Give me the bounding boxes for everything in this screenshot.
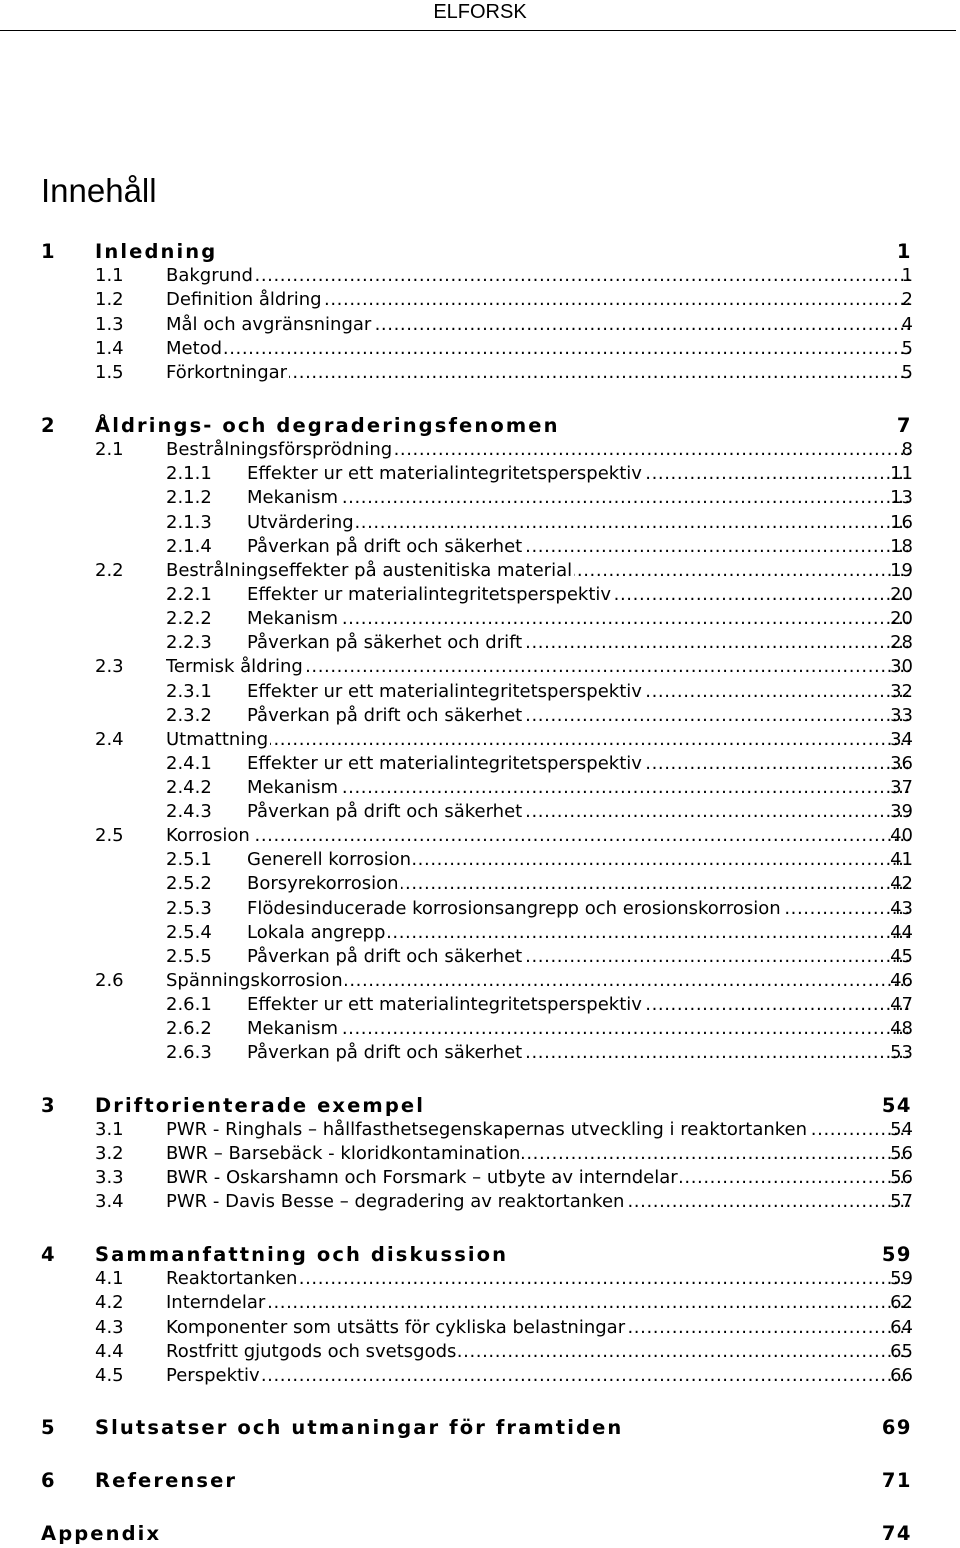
toc-entry-title: Mekanism: [247, 608, 339, 629]
toc-entry-number: 2.6.2: [166, 1018, 212, 1039]
toc-entry-page: 19: [890, 560, 913, 581]
toc-entry-title: Inledning: [95, 240, 218, 263]
toc-entry-title: Interndelar: [166, 1292, 266, 1313]
toc-entry[interactable]: [0, 1243, 960, 1267]
toc-entry[interactable]: [0, 872, 960, 896]
toc-entry-number: 2.4.1: [166, 753, 212, 774]
toc-entry-title: Generell korrosion: [247, 849, 412, 870]
toc-entry[interactable]: [0, 1142, 960, 1166]
toc-entry-leader: [166, 337, 910, 361]
toc-entry-title: Effekter ur materialintegritetsperspektiv: [247, 584, 612, 605]
toc-entry-title: PWR - Davis Besse – degradering av reaktortanken: [166, 1191, 625, 1212]
toc-entry[interactable]: [0, 631, 960, 655]
toc-entry-title: Perspektiv: [166, 1365, 260, 1386]
toc-entry-number: 2: [41, 414, 57, 437]
toc-entry-title: Effekter ur ett materialintegritetsperspektiv: [247, 463, 642, 484]
toc-entry-leader: [95, 1243, 910, 1268]
toc-entry-leader: [166, 313, 910, 337]
toc-entry-number: 2.5.5: [166, 946, 212, 967]
toc-entry[interactable]: [0, 655, 960, 679]
toc-entry-title: Påverkan på drift och säkerhet: [247, 1042, 523, 1063]
toc-entry-page: 37: [890, 777, 913, 798]
toc-entry-leader: [166, 1267, 910, 1291]
toc-entry-leader: [95, 1094, 910, 1119]
toc-entry-leader: [247, 1017, 910, 1041]
toc-entry-page: 20: [890, 608, 913, 629]
toc-entry-title: Bakgrund: [166, 265, 253, 286]
toc-entry-leader: [166, 824, 910, 848]
toc-entry-page: 40: [890, 825, 913, 846]
toc-entry-page: 5: [901, 362, 913, 383]
toc-entry-title: Reaktortanken: [166, 1268, 298, 1289]
toc-entry-leader: [95, 414, 910, 439]
toc-entry-leader: [247, 993, 910, 1017]
toc-entry-page: 71: [881, 1469, 912, 1492]
toc-entry-title: Spänningskorrosion: [166, 970, 343, 991]
toc-entry-leader: [247, 800, 910, 824]
toc-entry[interactable]: [0, 559, 960, 583]
toc-entry-number: 2.4.2: [166, 777, 212, 798]
toc-entry-number: 2.5.4: [166, 922, 212, 943]
toc-entry-page: 18: [890, 536, 913, 557]
toc-entry[interactable]: [0, 240, 960, 264]
toc-entry-title: Termisk åldring: [166, 656, 303, 677]
toc-entry-number: 4.3: [95, 1317, 124, 1338]
toc-entry[interactable]: [0, 1291, 960, 1315]
toc-entry-title: PWR - Ringhals – hållfasthetsegenskapernas utveckling i reaktortanken: [166, 1119, 808, 1140]
toc-entry-page: 53: [890, 1042, 913, 1063]
toc-entry-title: Komponenter som utsätts för cykliska belastningar: [166, 1317, 626, 1338]
toc-entry-number: 6: [41, 1469, 57, 1492]
toc-entry-number: 2.1: [95, 439, 124, 460]
toc-entry-leader: [247, 680, 910, 704]
toc-entry-number: 2.5: [95, 825, 124, 846]
toc-entry-leader: [166, 655, 910, 679]
toc-entry[interactable]: [0, 897, 960, 921]
toc-entry-page: 30: [890, 656, 913, 677]
toc-entry-leader: [95, 240, 910, 265]
toc-entry-title: BWR - Oskarshamn och Forsmark – utbyte av interndelar: [166, 1167, 678, 1188]
toc-entry-leader: [166, 1364, 910, 1388]
toc-entry-number: 1.5: [95, 362, 124, 383]
toc-entry-leader: [247, 848, 910, 872]
toc-entry-leader: [247, 1041, 910, 1065]
toc-entry[interactable]: [0, 921, 960, 945]
toc-entry-leader: [166, 438, 910, 462]
toc-entry-title: Mekanism: [247, 777, 339, 798]
toc-entry[interactable]: [0, 993, 960, 1017]
toc-entry-number: 3.1: [95, 1119, 124, 1140]
toc-entry-number: 2.6: [95, 970, 124, 991]
toc-entry-leader: [247, 872, 910, 896]
toc-entry[interactable]: [0, 288, 960, 312]
toc-entry-page: 65: [890, 1341, 913, 1362]
toc-entry-leader: [166, 728, 910, 752]
toc-entry-title: Lokala angrepp: [247, 922, 386, 943]
toc-entry-title: Mekanism: [247, 1018, 339, 1039]
toc-entry-number: 2.2.2: [166, 608, 212, 629]
toc-entry-title: Påverkan på säkerhet och drift: [247, 632, 523, 653]
toc-entry[interactable]: [0, 1340, 960, 1364]
toc-entry-number: 2.4.3: [166, 801, 212, 822]
toc-entry-leader: [166, 1142, 910, 1166]
toc-entry-title: Bestrålningsförsprödning: [166, 439, 393, 460]
toc-entry-title: Driftorienterade exempel: [95, 1094, 426, 1117]
toc-entry-leader: [166, 288, 910, 312]
toc-entry[interactable]: [0, 752, 960, 776]
toc-entry-title: Definition åldring: [166, 289, 322, 310]
toc-entry-number: 4.1: [95, 1268, 124, 1289]
toc-entry-number: 4: [41, 1243, 57, 1266]
toc-entry-page: 20: [890, 584, 913, 605]
header-rule: [0, 30, 956, 31]
toc-entry-number: 1.4: [95, 338, 124, 359]
toc-entry-page: 13: [890, 487, 913, 508]
toc-entry-title: BWR – Barsebäck - kloridkontamination: [166, 1143, 521, 1164]
toc-entry-number: 2.1.2: [166, 487, 212, 508]
toc-entry-page: 16: [890, 512, 913, 533]
toc-entry-page: 28: [890, 632, 913, 653]
toc-entry-leader: [247, 921, 910, 945]
toc-entry-page: 43: [890, 898, 913, 919]
toc-entry-page: 56: [890, 1143, 913, 1164]
toc-entry-leader: [166, 559, 910, 583]
toc-entry-page: 64: [890, 1317, 913, 1338]
toc-entry-number: 2.2.3: [166, 632, 212, 653]
toc-entry-page: 48: [890, 1018, 913, 1039]
toc-entry-title: Mekanism: [247, 487, 339, 508]
toc-entry[interactable]: [0, 945, 960, 969]
toc-entry-number: 2.3.2: [166, 705, 212, 726]
toc-entry[interactable]: [0, 1166, 960, 1190]
toc-entry-page: 7: [896, 414, 912, 437]
toc-entry-leader: [247, 607, 910, 631]
toc-entry-page: 44: [890, 922, 913, 943]
toc-entry-number: 2.4: [95, 729, 124, 750]
toc-entry[interactable]: [0, 1118, 960, 1142]
toc-entry-leader: [247, 511, 910, 535]
toc-entry-leader: [41, 1522, 910, 1547]
toc-entry-title: Sammanfattning och diskussion: [95, 1243, 509, 1266]
toc-entry-page: 59: [881, 1243, 912, 1266]
toc-entry-number: 2.2.1: [166, 584, 212, 605]
toc-entry[interactable]: [0, 1094, 960, 1118]
toc-entry-page: 54: [890, 1119, 913, 1140]
toc-entry-page: 1: [901, 265, 913, 286]
toc-entry-number: 2.3.1: [166, 681, 212, 702]
toc-entry-number: 2.5.2: [166, 873, 212, 894]
toc-entry-page: 66: [890, 1365, 913, 1386]
toc-entry-title: Åldrings- och degraderingsfenomen: [95, 414, 560, 437]
toc-entry-leader: [166, 1316, 910, 1340]
toc-entry-page: 33: [890, 705, 913, 726]
toc-entry[interactable]: [0, 824, 960, 848]
toc-entry-leader: [95, 1416, 910, 1441]
toc-entry-page: 69: [881, 1416, 912, 1439]
toc-entry-page: 5: [901, 338, 913, 359]
toc-entry[interactable]: [0, 1041, 960, 1065]
toc-entry-number: 1: [41, 240, 57, 263]
toc-entry-number: 4.4: [95, 1341, 124, 1362]
toc-entry[interactable]: [0, 583, 960, 607]
toc-entry[interactable]: [0, 1017, 960, 1041]
toc-entry-page: 57: [890, 1191, 913, 1212]
toc-entry[interactable]: [0, 462, 960, 486]
toc-entry-number: 5: [41, 1416, 57, 1439]
toc-entry-title: Effekter ur ett materialintegritetsperspektiv: [247, 681, 642, 702]
toc-entry-number: 4.5: [95, 1365, 124, 1386]
toc-entry-leader: [166, 361, 910, 385]
toc-entry-title: Bestrålningseffekter på austenitiska material: [166, 560, 573, 581]
toc-entry[interactable]: [0, 704, 960, 728]
toc-entry-number: 3.4: [95, 1191, 124, 1212]
toc-entry-number: 3: [41, 1094, 57, 1117]
toc-entry-leader: [247, 776, 910, 800]
toc-entry[interactable]: [0, 969, 960, 993]
toc-entry-leader: [247, 535, 910, 559]
toc-entry[interactable]: [0, 264, 960, 288]
toc-entry-page: 62: [890, 1292, 913, 1313]
toc-entry-title: Utmattning: [166, 729, 269, 750]
toc-entry-number: 2.5.3: [166, 898, 212, 919]
toc-entry[interactable]: [0, 848, 960, 872]
toc-entry-leader: [247, 631, 910, 655]
toc-entry-title: Påverkan på drift och säkerhet: [247, 801, 523, 822]
toc-entry-page: 34: [890, 729, 913, 750]
toc-entry-leader: [166, 264, 910, 288]
toc-entry-number: 1.3: [95, 314, 124, 335]
toc-entry-page: 54: [881, 1094, 912, 1117]
toc-entry-number: 2.5.1: [166, 849, 212, 870]
toc-entry-page: 59: [890, 1268, 913, 1289]
toc-entry[interactable]: [0, 1267, 960, 1291]
toc-entry-leader: [247, 486, 910, 510]
toc-entry-title: Förkortningar: [166, 362, 288, 383]
header-title: ELFORSK: [433, 1, 527, 23]
toc-entry-number: 2.3: [95, 656, 124, 677]
toc-entry-leader: [166, 1118, 910, 1142]
toc-entry[interactable]: [0, 1469, 960, 1493]
toc-entry-number: 2.1.1: [166, 463, 212, 484]
toc-entry-leader: [247, 752, 910, 776]
toc-entry-title: Korrosion: [166, 825, 250, 846]
toc-entry-title: Rostfritt gjutgods och svetsgods: [166, 1341, 457, 1362]
toc-entry-page: 74: [881, 1522, 912, 1545]
toc-entry[interactable]: [0, 361, 960, 385]
toc-entry-title: Utvärdering: [247, 512, 354, 533]
toc-entry[interactable]: [0, 438, 960, 462]
toc-entry-number: 1.1: [95, 265, 124, 286]
toc-entry-leader: [247, 583, 910, 607]
toc-entry-title: Metod: [166, 338, 223, 359]
toc-entry-page: 56: [890, 1167, 913, 1188]
toc-entry-leader: [247, 462, 910, 486]
toc-entry[interactable]: [0, 337, 960, 361]
toc-entry-leader: [166, 969, 910, 993]
toc-entry-page: 1: [896, 240, 912, 263]
toc-entry-page: 32: [890, 681, 913, 702]
toc-entry[interactable]: [0, 1522, 960, 1546]
toc-entry-leader: [247, 897, 910, 921]
toc-entry-title: Effekter ur ett materialintegritetsperspektiv: [247, 994, 642, 1015]
toc-entry-title: Referenser: [95, 1469, 238, 1492]
toc-entry-page: 8: [901, 439, 913, 460]
page-header: [0, 0, 960, 31]
toc-entry-number: 2.2: [95, 560, 124, 581]
toc-entry-leader: [247, 945, 910, 969]
toc-entry-page: 46: [890, 970, 913, 991]
toc-entry-leader: [166, 1291, 910, 1315]
toc-entry-title: Mål och avgränsningar: [166, 314, 372, 335]
toc-entry-title: Påverkan på drift och säkerhet: [247, 536, 523, 557]
toc-entry-title: Borsyrekorrosion: [247, 873, 399, 894]
toc-entry[interactable]: [0, 511, 960, 535]
toc-entry-leader: [166, 1190, 910, 1214]
toc-entry-number: 4.2: [95, 1292, 124, 1313]
toc-entry[interactable]: [0, 607, 960, 631]
toc-entry-number: 2.1.3: [166, 512, 212, 533]
toc-entry[interactable]: [0, 1416, 960, 1440]
toc-entry-title: Effekter ur ett materialintegritetsperspektiv: [247, 753, 642, 774]
toc-entry-page: 36: [890, 753, 913, 774]
toc-entry-page: 47: [890, 994, 913, 1015]
toc-entry-page: 2: [901, 289, 913, 310]
toc-entry-leader: [166, 1340, 910, 1364]
toc-entry[interactable]: [0, 535, 960, 559]
toc-entry-title: Slutsatser och utmaningar för framtiden: [95, 1416, 624, 1439]
toc-entry[interactable]: [0, 800, 960, 824]
toc-entry-title: Appendix: [41, 1522, 162, 1545]
toc-entry-number: 2.6.1: [166, 994, 212, 1015]
toc-entry-number: 3.2: [95, 1143, 124, 1164]
toc-entry-number: 3.3: [95, 1167, 124, 1188]
toc-entry[interactable]: [0, 776, 960, 800]
toc-entry-leader: [166, 1166, 910, 1190]
toc-entry-title: Påverkan på drift och säkerhet: [247, 705, 523, 726]
toc-entry-page: 39: [890, 801, 913, 822]
toc-entry[interactable]: [0, 680, 960, 704]
toc-entry-title: Påverkan på drift och säkerhet: [247, 946, 523, 967]
toc-entry-page: 41: [890, 849, 913, 870]
toc-entry-page: 11: [890, 463, 913, 484]
toc-entry-title: Flödesinducerade korrosionsangrepp och erosionskorrosion: [247, 898, 781, 919]
toc-entry[interactable]: [0, 1316, 960, 1340]
toc-entry[interactable]: [0, 1190, 960, 1214]
toc-entry-page: 4: [901, 314, 913, 335]
toc-entry-page: 42: [890, 873, 913, 894]
toc-entry-leader: [95, 1469, 910, 1494]
toc-entry-number: 2.1.4: [166, 536, 212, 557]
toc-entry-page: 45: [890, 946, 913, 967]
toc-entry[interactable]: [0, 1364, 960, 1388]
toc-entry-leader: [247, 704, 910, 728]
toc-entry[interactable]: [0, 414, 960, 438]
toc-entry-number: 2.6.3: [166, 1042, 212, 1063]
toc-entry[interactable]: [0, 728, 960, 752]
toc-entry-number: 1.2: [95, 289, 124, 310]
toc-entry[interactable]: [0, 486, 960, 510]
toc-heading: Innehåll: [41, 172, 157, 209]
toc-entry[interactable]: [0, 313, 960, 337]
